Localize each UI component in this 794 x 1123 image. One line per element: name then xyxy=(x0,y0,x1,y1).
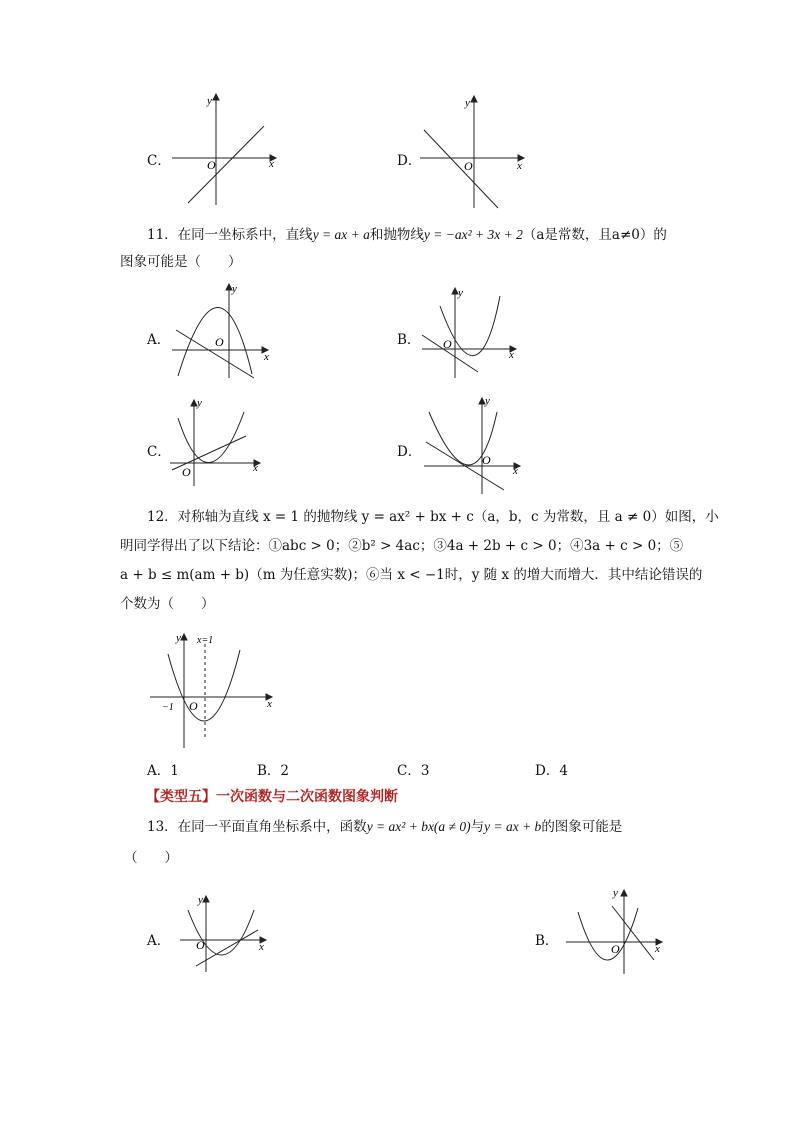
q10-c-origin: O xyxy=(207,158,216,172)
q13-b-parabola xyxy=(578,908,638,960)
svg-text:O: O xyxy=(182,465,191,479)
q12-choice-d[interactable]: D．4 xyxy=(535,763,568,779)
q12-choice-c[interactable]: C．3 xyxy=(397,763,430,779)
svg-text:y: y xyxy=(197,397,202,409)
svg-text:x: x xyxy=(259,941,264,953)
svg-text:y: y xyxy=(198,894,203,906)
svg-text:O: O xyxy=(464,159,473,173)
q10-c-y-label: y xyxy=(207,95,212,107)
q12-text-line4: 个数为（ ） xyxy=(120,596,215,612)
q11-text-line2: 图象可能是（ ） xyxy=(120,254,242,270)
q11-text-line1: 11．在同一坐标系中，直线y = ax + a和抛物线y = −ax² + 3x + 2（a是常数，且a≠0）的 xyxy=(147,227,667,243)
q10-option-d-label[interactable]: D． xyxy=(397,153,422,169)
svg-text:x: x xyxy=(655,943,660,955)
q12-origin: O xyxy=(189,699,198,713)
q12-choice-b[interactable]: B．2 xyxy=(257,763,290,779)
svg-text:O: O xyxy=(215,335,224,349)
q13-option-b-label[interactable]: B． xyxy=(535,933,559,949)
q10-c-x-label: x xyxy=(269,158,274,170)
q10-option-c-label[interactable]: C． xyxy=(147,153,171,169)
q12-neg1-label: −1 xyxy=(162,702,174,713)
q12-text-line3: a + b ≤ m(am + b)（m 为任意实数)；⑥当 x < −1时，y 随 x 的增大而增大．其中结论错误的 xyxy=(120,567,703,583)
svg-text:y: y xyxy=(458,287,463,299)
svg-text:O: O xyxy=(482,453,491,467)
q11-option-a-label[interactable]: A． xyxy=(147,332,171,348)
q13-text-line2: （ ） xyxy=(124,850,178,866)
svg-text:y: y xyxy=(485,395,490,407)
q12-y-label: y xyxy=(176,632,181,644)
q12-choice-a[interactable]: A．1 xyxy=(147,763,179,779)
svg-text:x: x xyxy=(513,465,518,477)
q11-option-c-label[interactable]: C． xyxy=(147,444,171,460)
svg-text:x: x xyxy=(253,462,258,474)
q11-option-d-label[interactable]: D． xyxy=(397,444,422,460)
svg-text:O: O xyxy=(196,938,205,952)
svg-text:O: O xyxy=(443,337,452,351)
q12-x-eq-1-label: x=1 xyxy=(197,635,214,646)
section-5-title: 【类型五】一次函数与二次函数图象判断 xyxy=(146,789,398,805)
svg-text:y: y xyxy=(232,283,237,295)
q12-x-label: x xyxy=(267,698,272,710)
q12-text-line2: 明同学得出了以下结论：①abc > 0；②b² > 4ac；③4a + 2b + c > 0；④3a + c > 0；⑤ xyxy=(120,538,684,554)
svg-text:x: x xyxy=(517,160,522,172)
q11-option-b-label[interactable]: B． xyxy=(397,332,421,348)
q13-option-a-label[interactable]: A． xyxy=(147,933,171,949)
svg-text:O: O xyxy=(611,942,620,956)
svg-text:x: x xyxy=(509,349,514,361)
svg-text:x: x xyxy=(264,351,269,363)
svg-text:y: y xyxy=(465,97,470,109)
q13-text-line1: 13．在同一平面直角坐标系中，函数y = ax² + bx(a ≠ 0)与y = ax + b的图象可能是 xyxy=(147,819,623,835)
q12-text-line1: 12．对称轴为直线 x = 1 的抛物线 y = ax² + bx + c（a，b，c 为常数，且 a ≠ 0）如图，小 xyxy=(147,509,719,525)
svg-text:y: y xyxy=(613,887,618,899)
